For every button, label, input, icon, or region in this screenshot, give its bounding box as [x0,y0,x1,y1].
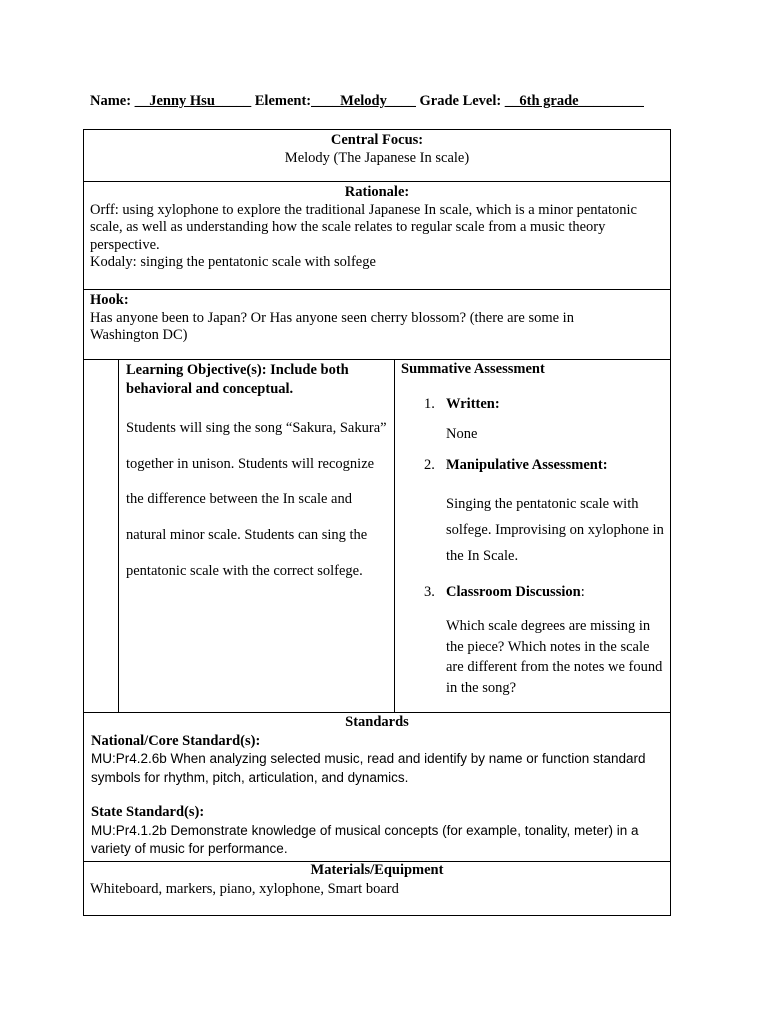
assessment-item-body: None [446,426,478,442]
name-value: __Jenny Hsu_____ [134,93,252,109]
assessment-item-heading [446,584,585,601]
national-standard-text: MU:Pr4.2.6b When analyzing selected music, read and identify by name or function standard symbols for rhythm, pitch, articulation, and dynamics. [91,751,646,785]
state-standard-text: MU:Pr4.1.2b Demonstrate knowledge of musical concepts (for example, tonality, meter) in a variety of music for performance. [91,822,639,856]
assessment-item-label: Manipulative Assessment: [446,457,608,473]
hook-section [83,289,671,360]
name-label: Name: [90,93,132,109]
assessment-item-body: Which scale degrees are missing in the piece? Which notes in the scale are different from the notes we found in the song? [446,618,663,696]
central-focus-title: Central Focus: [330,132,424,148]
header-line [90,93,690,110]
state-standard-label: State Standard(s): [91,804,205,820]
hook-text: Has anyone been to Japan? Or Has anyone seen cherry blossom? (there are some in Washington DC) [90,309,574,343]
assessment-item-body: Singing the pentatonic scale with solfege. Improvising on xylophone in the In Scale. [446,496,664,564]
grade-label: Grade Level: [419,93,502,109]
central-focus-text: Melody (The Japanese In scale) [284,149,470,166]
hook-title: Hook: [90,292,129,308]
element-value: ____Melody____ [311,93,416,109]
standards-section [83,712,671,862]
learning-objectives-text: Students will sing the song “Sakura, Sakura” together in unison. Students will recognize the difference between the In scale and natural minor scale. Students can sing the pentatonic scale with the correct solfege. [126,420,387,579]
grade-value: __6th grade_________ [504,93,644,109]
rationale-title: Rationale: [344,184,410,200]
central-focus-section [83,129,671,182]
national-standard-label: National/Core Standard(s): [91,732,261,749]
assessment-item-number: 3. [424,584,435,600]
summative-assessment-title: Summative Assessment [401,361,545,377]
assessment-item-label: Written: [446,396,500,412]
assessment-item-label: Classroom Discussion [446,584,581,600]
rationale-section [83,181,671,290]
standards-title: Standards [345,714,409,730]
assessment-item-number: 2. [424,457,435,473]
element-label: Element: [254,93,312,109]
rationale-orff: Orff: using xylophone to explore the traditional Japanese In scale, which is a minor pentatonic scale, as well as understanding how the scale relates to regular scale from a music theory perspective. [90,201,637,253]
rationale-kodaly: Kodaly: singing the pentatonic scale with solfege [90,254,376,270]
assessment-item-suffix: : [580,584,585,600]
materials-text: Whiteboard, markers, piano, xylophone, Smart board [90,880,399,897]
blank-column [83,359,119,713]
learning-objectives-cell [118,359,395,713]
summative-assessment-cell [394,359,671,713]
materials-title: Materials/Equipment [310,862,444,878]
assessment-item-number: 1. [424,396,435,412]
objectives-assessment-grid [83,359,671,713]
learning-objectives-title: Learning Objective(s): Include both behavioral and conceptual. [126,362,349,397]
materials-section [83,861,671,916]
